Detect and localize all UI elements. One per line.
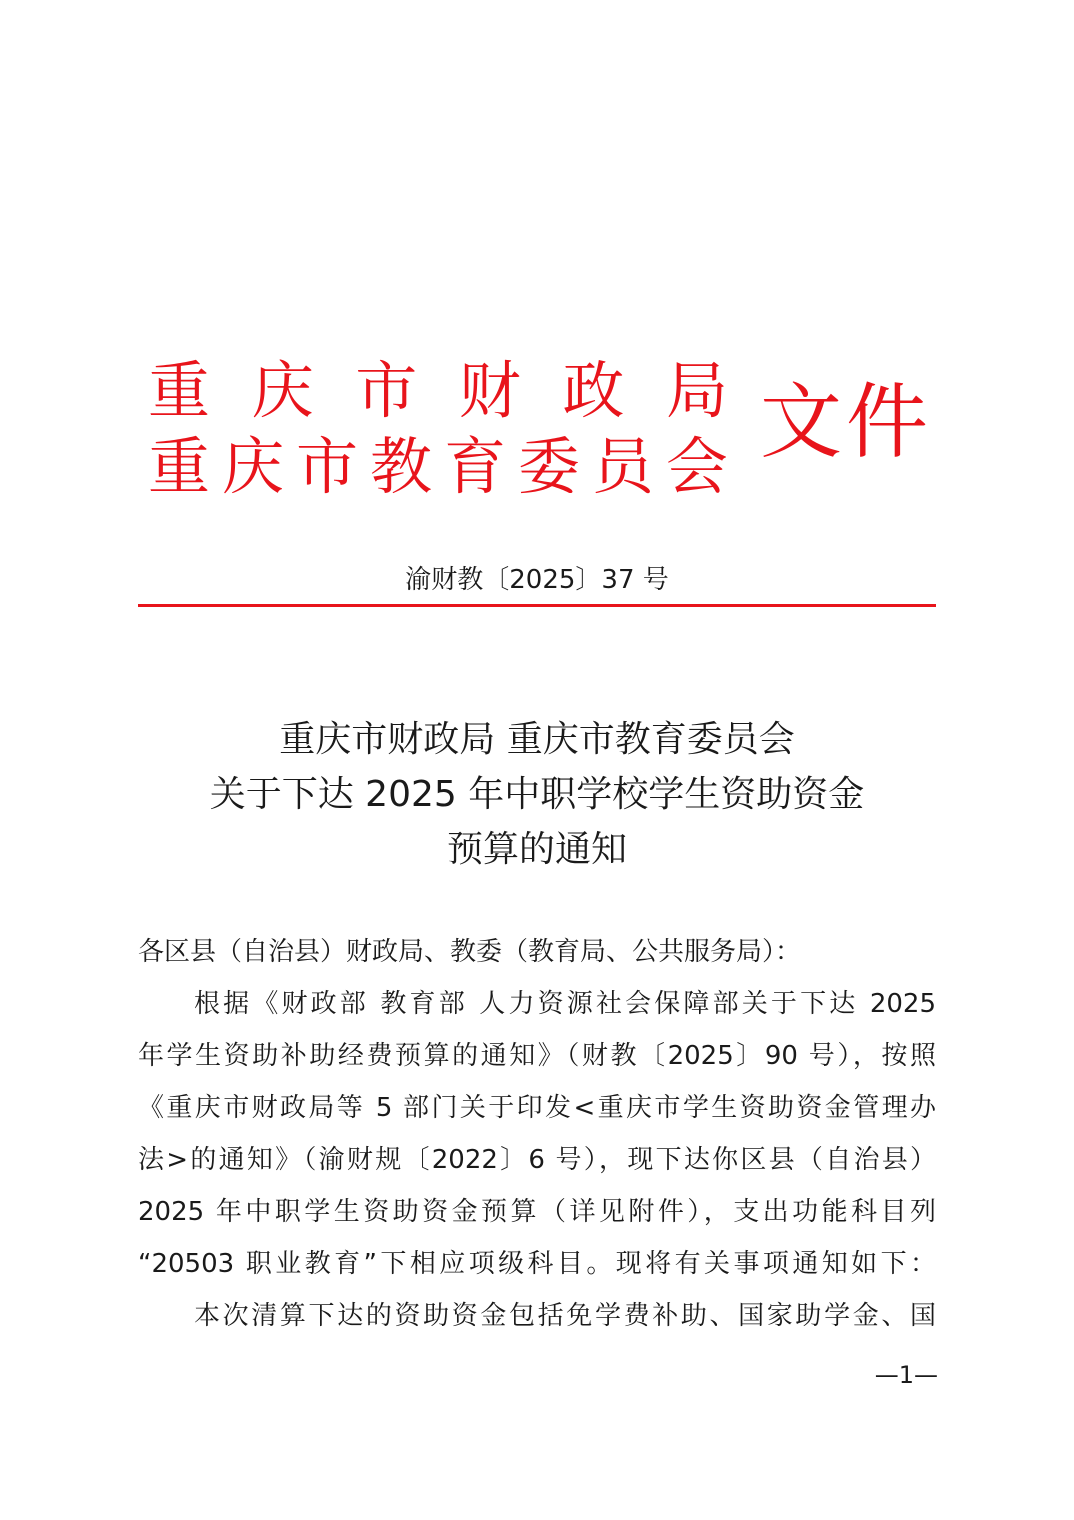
body-line: “20503 职业教育”下相应项级科目。现将有关事项通知如下： [138,1249,936,1279]
issuer-char: 育 [443,430,506,503]
issuer-char: 局 [665,354,728,427]
issuer-char: 教 [369,430,432,503]
issuer-finance-bureau [148,356,728,426]
addressee: 各区县（自治县）财政局、教委（教育局、公共服务局）： [138,937,802,967]
body-line: 本次清算下达的资助资金包括免学费补助、国家助学金、国 [194,1301,936,1331]
issuer-char: 市 [355,354,418,427]
body-line: 根据《财政部 教育部 人力资源社会保障部关于下达 2025 [194,989,936,1019]
document-title [0,712,1074,877]
issuing-header [0,340,1074,510]
issuer-char: 财 [458,354,521,427]
issuer-education-commission [148,432,728,502]
body-line: 年学生资助补助经费预算的通知》（财教〔2025〕90 号），按照 [138,1041,936,1071]
issuer-char: 庆 [251,354,314,427]
issuer-char: 重 [148,354,211,427]
red-divider-line [138,604,936,607]
title-line: 关于下达 2025 年中职学校学生资助资金 [209,774,865,815]
issuer-char: 委 [517,430,580,503]
title-line: 预算的通知 [446,829,627,870]
document-body [138,926,936,1342]
issuer-char: 重 [148,430,211,503]
body-line: 法>的通知》（渝财规〔2022〕6 号），现下达你区县（自治县） [138,1145,936,1175]
document-number: 渝财教〔2025〕37 号 [405,565,669,595]
issuer-char: 员 [591,430,654,503]
issuer-char: 政 [562,354,625,427]
body-line: 2025 年中职学生资助资金预算（详见附件），支出功能科目列 [138,1197,936,1227]
title-line: 重庆市财政局 重庆市教育委员会 [279,719,795,760]
body-line: 《重庆市财政局等 5 部门关于印发<重庆市学生资助资金管理办 [138,1093,936,1123]
issuer-char: 市 [295,430,358,503]
document-word: 文件 [760,375,933,470]
issuer-char: 会 [665,430,728,503]
page-number: —1— [874,1361,938,1389]
issuer-char: 庆 [221,430,284,503]
